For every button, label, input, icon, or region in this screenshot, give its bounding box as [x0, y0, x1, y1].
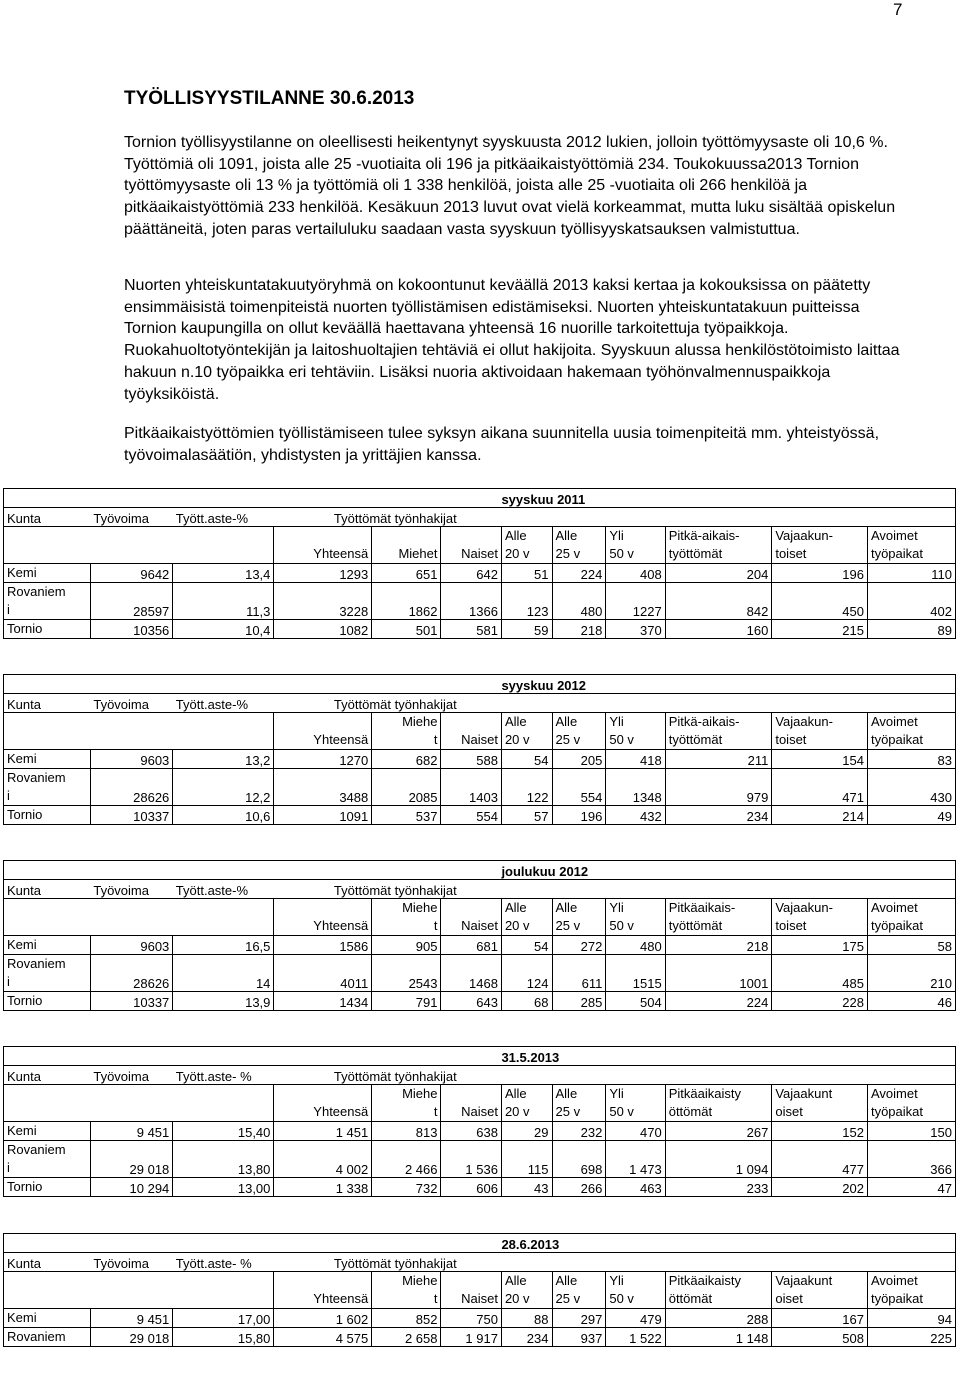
- section-row: [4, 1047, 956, 1066]
- cell-aste: 13,80: [173, 1141, 274, 1178]
- header-alle20: Alle 20 v: [501, 527, 552, 564]
- cell-vaja: 477: [772, 1141, 868, 1178]
- cell-tyovoima: 9 451: [90, 1309, 172, 1328]
- cell-avoimet: 94: [867, 1309, 955, 1328]
- row-municipality: Rovaniem i: [4, 769, 91, 806]
- stats-table: [3, 860, 956, 1011]
- cell-yli50: 470: [606, 1122, 665, 1141]
- header-alle25: Alle 25 v: [552, 1272, 606, 1309]
- table-row: [4, 806, 956, 825]
- header-pitka: Pitkäaikais- työttömät: [665, 899, 772, 936]
- cell-avoimet: 150: [867, 1122, 955, 1141]
- table-row: [4, 936, 956, 955]
- cell-tyovoima: 10337: [90, 806, 172, 825]
- header-empty: [90, 527, 172, 564]
- cell-alle20: 57: [501, 806, 552, 825]
- cell-alle20: 123: [501, 583, 552, 620]
- cell-yhteensa: 3228: [274, 583, 372, 620]
- subheader-row: [4, 899, 956, 936]
- header-alle25: Alle 25 v: [552, 899, 606, 936]
- stats-table: [3, 488, 956, 639]
- header-alle20: Alle 20 v: [501, 1085, 552, 1122]
- table-row: [4, 1178, 956, 1197]
- header-miehet: Miehe t: [372, 899, 441, 936]
- header-vaja: Vajaakun- toiset: [772, 527, 868, 564]
- header-tyovoima: Työvoima: [90, 880, 172, 899]
- cell-vaja: 228: [772, 992, 868, 1011]
- intro-paragraph: Tornion työllisyystilanne on oleellisesti heikentynyt syyskuusta 2012 lukien, jolloin työttömyysaste oli 10,6 %. Työttömiä oli 1091, joista alle 25 -vuotiaita oli 196 ja pitkäaikaistyöttömiä 234. Toukokuussa2013 Tornion työttömyysaste oli 13 % ja työttömiä oli 1 338 henkilöä, joista alle 25 -vuotiaita oli 266 henkilöä ja pitkäaikaistyöttömiä 233 henkilöä. Kesäkuun 2013 luvut ovat vielä korkeammat, mutta luku sisältää opiskelun päättäneitä, joten paras vertailuluku saadaan vasta syyskuun työllisyyskatsauksen valmistuttua.: [124, 134, 896, 238]
- cell-tyovoima: 9 451: [90, 1122, 172, 1141]
- cell-tyovoima: 29 018: [90, 1141, 172, 1178]
- cell-miehet: 1862: [372, 583, 441, 620]
- cell-tyovoima: 9603: [90, 936, 172, 955]
- header-row: [4, 694, 956, 713]
- cell-avoimet: 46: [867, 992, 955, 1011]
- section-title: syyskuu 2011: [501, 489, 955, 508]
- cell-miehet: 2 466: [372, 1141, 441, 1178]
- cell-aste: 17,00: [173, 1309, 274, 1328]
- cell-vaja: 175: [772, 936, 868, 955]
- cell-miehet: 852: [372, 1309, 441, 1328]
- row-municipality: Kemi: [4, 1122, 91, 1141]
- section-title: joulukuu 2012: [501, 861, 955, 880]
- header-pitka: Pitkä-aikais- työttömät: [665, 713, 772, 750]
- cell-pitka: 842: [665, 583, 772, 620]
- header-empty: [173, 899, 274, 936]
- row-municipality: Kemi: [4, 564, 91, 583]
- cell-pitka: 233: [665, 1178, 772, 1197]
- header-avoimet: Avoimet työpaikat: [867, 1085, 955, 1122]
- header-yli50: Yli 50 v: [606, 1272, 665, 1309]
- cell-naiset: 588: [441, 750, 501, 769]
- header-yhteensa: Yhteensä: [274, 1085, 372, 1122]
- stats-table: [3, 1233, 956, 1347]
- header-naiset: Naiset: [441, 527, 501, 564]
- header-empty: [4, 1272, 91, 1309]
- cell-alle25: 285: [552, 992, 606, 1011]
- header-avoimet: Avoimet työpaikat: [867, 899, 955, 936]
- cell-yhteensa: 1 338: [274, 1178, 372, 1197]
- cell-naiset: 581: [441, 620, 501, 639]
- cell-vaja: 485: [772, 955, 868, 992]
- cell-tyovoima: 10356: [90, 620, 172, 639]
- row-municipality: Rovaniem: [4, 1328, 91, 1347]
- header-yli50: Yli 50 v: [606, 1085, 665, 1122]
- cell-tyovoima: 10 294: [90, 1178, 172, 1197]
- stats-table: [3, 1046, 956, 1197]
- cell-avoimet: 402: [867, 583, 955, 620]
- subheader-row: [4, 713, 956, 750]
- cell-alle25: 611: [552, 955, 606, 992]
- cell-miehet: 682: [372, 750, 441, 769]
- table-row: [4, 1309, 956, 1328]
- cell-naiset: 606: [441, 1178, 501, 1197]
- cell-alle25: 272: [552, 936, 606, 955]
- cell-alle20: 59: [501, 620, 552, 639]
- cell-miehet: 791: [372, 992, 441, 1011]
- cell-avoimet: 366: [867, 1141, 955, 1178]
- cell-vaja: 152: [772, 1122, 868, 1141]
- header-row: [4, 508, 956, 527]
- cell-alle25: 554: [552, 769, 606, 806]
- header-kunta: Kunta: [4, 880, 91, 899]
- section-spacer: [4, 675, 502, 694]
- cell-miehet: 537: [372, 806, 441, 825]
- cell-yhteensa: 4 575: [274, 1328, 372, 1347]
- cell-pitka: 979: [665, 769, 772, 806]
- cell-tyovoima: 28626: [90, 769, 172, 806]
- cell-vaja: 154: [772, 750, 868, 769]
- cell-avoimet: 83: [867, 750, 955, 769]
- section-row: [4, 489, 956, 508]
- table-row: [4, 769, 956, 806]
- header-empty: [90, 713, 172, 750]
- cell-naiset: 642: [441, 564, 501, 583]
- cell-avoimet: 58: [867, 936, 955, 955]
- header-empty: [173, 1085, 274, 1122]
- cell-naiset: 1 536: [441, 1141, 501, 1178]
- section-spacer: [4, 1047, 502, 1066]
- cell-aste: 13,9: [173, 992, 274, 1011]
- cell-naiset: 643: [441, 992, 501, 1011]
- header-group: Työttömät työnhakijat: [274, 1066, 956, 1085]
- section-spacer: [4, 1234, 502, 1253]
- row-municipality: Tornio: [4, 1178, 91, 1197]
- stats-table: [3, 674, 956, 825]
- header-row: [4, 1253, 956, 1272]
- header-tyovoima: Työvoima: [90, 694, 172, 713]
- cell-miehet: 905: [372, 936, 441, 955]
- cell-miehet: 732: [372, 1178, 441, 1197]
- header-yli50: Yli 50 v: [606, 527, 665, 564]
- cell-yli50: 370: [606, 620, 665, 639]
- cell-vaja: 508: [772, 1328, 868, 1347]
- cell-aste: 14: [173, 955, 274, 992]
- cell-aste: 15,40: [173, 1122, 274, 1141]
- header-group: Työttömät työnhakijat: [274, 694, 956, 713]
- cell-yhteensa: 1434: [274, 992, 372, 1011]
- header-avoimet: Avoimet työpaikat: [867, 1272, 955, 1309]
- header-row: [4, 1066, 956, 1085]
- cell-alle25: 205: [552, 750, 606, 769]
- header-alle25: Alle 25 v: [552, 527, 606, 564]
- header-empty: [90, 1272, 172, 1309]
- header-naiset: Naiset: [441, 1272, 501, 1309]
- header-alle25: Alle 25 v: [552, 1085, 606, 1122]
- cell-aste: 16,5: [173, 936, 274, 955]
- header-naiset: Naiset: [441, 1085, 501, 1122]
- header-group: Työttömät työnhakijat: [274, 1253, 956, 1272]
- cell-pitka: 224: [665, 992, 772, 1011]
- cell-alle25: 196: [552, 806, 606, 825]
- header-kunta: Kunta: [4, 1066, 91, 1085]
- cell-vaja: 167: [772, 1309, 868, 1328]
- header-pitka: Pitkäaikaisty öttömät: [665, 1085, 772, 1122]
- header-empty: [90, 899, 172, 936]
- section-row: [4, 1234, 956, 1253]
- cell-tyovoima: 10337: [90, 992, 172, 1011]
- cell-pitka: 204: [665, 564, 772, 583]
- cell-yli50: 1 522: [606, 1328, 665, 1347]
- header-empty: [173, 713, 274, 750]
- header-alle25: Alle 25 v: [552, 713, 606, 750]
- cell-yhteensa: 1091: [274, 806, 372, 825]
- cell-naiset: 1 917: [441, 1328, 501, 1347]
- cell-tyovoima: 29 018: [90, 1328, 172, 1347]
- cell-pitka: 160: [665, 620, 772, 639]
- header-pitka: Pitkäaikaisty öttömät: [665, 1272, 772, 1309]
- header-naiset: Naiset: [441, 899, 501, 936]
- header-aste: Tyött.aste-%: [173, 508, 274, 527]
- header-kunta: Kunta: [4, 1253, 91, 1272]
- row-municipality: Rovaniem i: [4, 955, 91, 992]
- row-municipality: Tornio: [4, 992, 91, 1011]
- section-title: 28.6.2013: [501, 1234, 955, 1253]
- table-row: [4, 564, 956, 583]
- header-vaja: Vajaakunt oiset: [772, 1085, 868, 1122]
- cell-alle20: 43: [501, 1178, 552, 1197]
- cell-pitka: 1001: [665, 955, 772, 992]
- section-spacer: [4, 489, 502, 508]
- header-kunta: Kunta: [4, 508, 91, 527]
- header-miehet: Miehe t: [372, 1272, 441, 1309]
- cell-yli50: 1 473: [606, 1141, 665, 1178]
- header-yhteensa: Yhteensä: [274, 1272, 372, 1309]
- header-empty: [4, 527, 91, 564]
- cell-aste: 13,4: [173, 564, 274, 583]
- cell-alle20: 124: [501, 955, 552, 992]
- cell-alle25: 266: [552, 1178, 606, 1197]
- cell-alle20: 88: [501, 1309, 552, 1328]
- section-spacer: [4, 861, 502, 880]
- cell-alle25: 480: [552, 583, 606, 620]
- cell-avoimet: 110: [867, 564, 955, 583]
- cell-avoimet: 47: [867, 1178, 955, 1197]
- cell-naiset: 1403: [441, 769, 501, 806]
- cell-aste: 11,3: [173, 583, 274, 620]
- cell-yhteensa: 1 451: [274, 1122, 372, 1141]
- cell-naiset: 1366: [441, 583, 501, 620]
- long-term-unemployed-paragraph: Pitkäaikaistyöttömien työllistämiseen tulee syksyn aikana suunnitella uusia toimenpiteitä mm. yhteistyössä, työvoimalasäätiön, yhdistysten ja yrittäjien kanssa.: [124, 425, 880, 464]
- cell-alle25: 218: [552, 620, 606, 639]
- header-empty: [4, 713, 91, 750]
- header-group: Työttömät työnhakijat: [274, 880, 956, 899]
- cell-yli50: 408: [606, 564, 665, 583]
- cell-pitka: 1 148: [665, 1328, 772, 1347]
- cell-avoimet: 210: [867, 955, 955, 992]
- table-row: [4, 750, 956, 769]
- table-row: [4, 1122, 956, 1141]
- cell-yhteensa: 3488: [274, 769, 372, 806]
- page-heading: TYÖLLISYYSTILANNE 30.6.2013: [124, 88, 415, 109]
- cell-yhteensa: 4011: [274, 955, 372, 992]
- cell-pitka: 1 094: [665, 1141, 772, 1178]
- table-row: [4, 1141, 956, 1178]
- table-row: [4, 620, 956, 639]
- header-tyovoima: Työvoima: [90, 1253, 172, 1272]
- cell-pitka: 218: [665, 936, 772, 955]
- header-empty: [4, 899, 91, 936]
- header-miehet: Miehe t: [372, 1085, 441, 1122]
- cell-naiset: 554: [441, 806, 501, 825]
- cell-yli50: 504: [606, 992, 665, 1011]
- header-avoimet: Avoimet työpaikat: [867, 713, 955, 750]
- header-pitka: Pitkä-aikais- työttömät: [665, 527, 772, 564]
- cell-aste: 10,6: [173, 806, 274, 825]
- cell-vaja: 471: [772, 769, 868, 806]
- header-kunta: Kunta: [4, 694, 91, 713]
- header-empty: [173, 527, 274, 564]
- row-municipality: Tornio: [4, 620, 91, 639]
- cell-naiset: 750: [441, 1309, 501, 1328]
- header-yhteensa: Yhteensä: [274, 527, 372, 564]
- cell-yli50: 1348: [606, 769, 665, 806]
- cell-aste: 13,2: [173, 750, 274, 769]
- row-municipality: Tornio: [4, 806, 91, 825]
- header-empty: [4, 1085, 91, 1122]
- cell-tyovoima: 9642: [90, 564, 172, 583]
- cell-pitka: 211: [665, 750, 772, 769]
- section-title: syyskuu 2012: [501, 675, 955, 694]
- cell-miehet: 501: [372, 620, 441, 639]
- table-row: [4, 583, 956, 620]
- row-municipality: Kemi: [4, 750, 91, 769]
- section-row: [4, 861, 956, 880]
- cell-alle20: 54: [501, 936, 552, 955]
- row-municipality: Kemi: [4, 1309, 91, 1328]
- cell-alle20: 234: [501, 1328, 552, 1347]
- cell-vaja: 214: [772, 806, 868, 825]
- cell-avoimet: 89: [867, 620, 955, 639]
- cell-avoimet: 49: [867, 806, 955, 825]
- cell-alle20: 54: [501, 750, 552, 769]
- cell-yhteensa: 1293: [274, 564, 372, 583]
- cell-alle25: 937: [552, 1328, 606, 1347]
- cell-yhteensa: 1082: [274, 620, 372, 639]
- header-vaja: Vajaakun- toiset: [772, 899, 868, 936]
- row-municipality: Kemi: [4, 936, 91, 955]
- header-aste: Tyött.aste-%: [173, 694, 274, 713]
- header-empty: [90, 1085, 172, 1122]
- header-avoimet: Avoimet työpaikat: [867, 527, 955, 564]
- header-aste: Tyött.aste- %: [173, 1066, 274, 1085]
- cell-miehet: 2543: [372, 955, 441, 992]
- cell-miehet: 2085: [372, 769, 441, 806]
- cell-alle25: 232: [552, 1122, 606, 1141]
- cell-naiset: 681: [441, 936, 501, 955]
- cell-miehet: 813: [372, 1122, 441, 1141]
- header-empty: [173, 1272, 274, 1309]
- cell-alle20: 29: [501, 1122, 552, 1141]
- cell-pitka: 234: [665, 806, 772, 825]
- youth-guarantee-paragraph: Nuorten yhteiskuntatakuutyöryhmä on kokoontunut keväällä 2013 kaksi kertaa ja kokouksissa on päätetty ensimmäisistä toimenpiteistä nuorten työllistämisen edistämiseksi. Nuorten yhteiskuntatakuun puitteissa Tornion kaupungilla on ollut keväällä haettavana yhteensä 16 nuorille tarkoitettuja työpaikkoja. Ruokahuoltotyöntekijän ja laitoshuoltajien tehtäviä ei ollut hakijoita. Syyskuun alussa henkilöstötoimisto laittaa hakuun n.10 työpaikka eri tehtäviin. Lisäksi nuoria aktivoidaan hakemaan työhönvalmennuspaikkoja työyksiköistä.: [124, 277, 900, 403]
- cell-vaja: 450: [772, 583, 868, 620]
- cell-yhteensa: 1586: [274, 936, 372, 955]
- header-vaja: Vajaakunt oiset: [772, 1272, 868, 1309]
- section-title: 31.5.2013: [501, 1047, 955, 1066]
- cell-alle25: 698: [552, 1141, 606, 1178]
- header-miehet: Miehe t: [372, 713, 441, 750]
- table-row: [4, 1328, 956, 1347]
- cell-alle25: 297: [552, 1309, 606, 1328]
- cell-alle20: 68: [501, 992, 552, 1011]
- cell-avoimet: 225: [867, 1328, 955, 1347]
- cell-vaja: 196: [772, 564, 868, 583]
- table-row: [4, 992, 956, 1011]
- cell-alle20: 51: [501, 564, 552, 583]
- cell-aste: 12,2: [173, 769, 274, 806]
- header-aste: Tyött.aste-%: [173, 880, 274, 899]
- header-vaja: Vajaakun- toiset: [772, 713, 868, 750]
- cell-naiset: 638: [441, 1122, 501, 1141]
- cell-yli50: 418: [606, 750, 665, 769]
- cell-yli50: 480: [606, 936, 665, 955]
- cell-aste: 15,80: [173, 1328, 274, 1347]
- header-yli50: Yli 50 v: [606, 899, 665, 936]
- header-group: Työttömät työnhakijat: [274, 508, 956, 527]
- cell-vaja: 215: [772, 620, 868, 639]
- row-municipality: Rovaniem i: [4, 1141, 91, 1178]
- cell-tyovoima: 9603: [90, 750, 172, 769]
- cell-yli50: 479: [606, 1309, 665, 1328]
- header-yhteensa: Yhteensä: [274, 899, 372, 936]
- cell-tyovoima: 28626: [90, 955, 172, 992]
- header-tyovoima: Työvoima: [90, 508, 172, 527]
- header-alle20: Alle 20 v: [501, 1272, 552, 1309]
- cell-yli50: 1227: [606, 583, 665, 620]
- table-row: [4, 955, 956, 992]
- row-municipality: Rovaniem i: [4, 583, 91, 620]
- section-row: [4, 675, 956, 694]
- cell-miehet: 651: [372, 564, 441, 583]
- cell-yli50: 463: [606, 1178, 665, 1197]
- cell-pitka: 267: [665, 1122, 772, 1141]
- cell-pitka: 288: [665, 1309, 772, 1328]
- header-alle20: Alle 20 v: [501, 713, 552, 750]
- cell-aste: 13,00: [173, 1178, 274, 1197]
- cell-alle20: 122: [501, 769, 552, 806]
- subheader-row: [4, 1272, 956, 1309]
- cell-naiset: 1468: [441, 955, 501, 992]
- cell-yli50: 432: [606, 806, 665, 825]
- header-yhteensa: Yhteensä: [274, 713, 372, 750]
- cell-miehet: 2 658: [372, 1328, 441, 1347]
- header-alle20: Alle 20 v: [501, 899, 552, 936]
- header-yli50: Yli 50 v: [606, 713, 665, 750]
- cell-avoimet: 430: [867, 769, 955, 806]
- cell-tyovoima: 28597: [90, 583, 172, 620]
- page-number: 7: [893, 0, 903, 19]
- cell-aste: 10,4: [173, 620, 274, 639]
- cell-alle25: 224: [552, 564, 606, 583]
- cell-yli50: 1515: [606, 955, 665, 992]
- cell-alle20: 115: [501, 1141, 552, 1178]
- cell-yhteensa: 4 002: [274, 1141, 372, 1178]
- header-miehet: Miehet: [372, 527, 441, 564]
- subheader-row: [4, 527, 956, 564]
- header-naiset: Naiset: [441, 713, 501, 750]
- cell-yhteensa: 1270: [274, 750, 372, 769]
- subheader-row: [4, 1085, 956, 1122]
- header-aste: Tyött.aste- %: [173, 1253, 274, 1272]
- header-tyovoima: Työvoima: [90, 1066, 172, 1085]
- header-row: [4, 880, 956, 899]
- cell-yhteensa: 1 602: [274, 1309, 372, 1328]
- cell-vaja: 202: [772, 1178, 868, 1197]
